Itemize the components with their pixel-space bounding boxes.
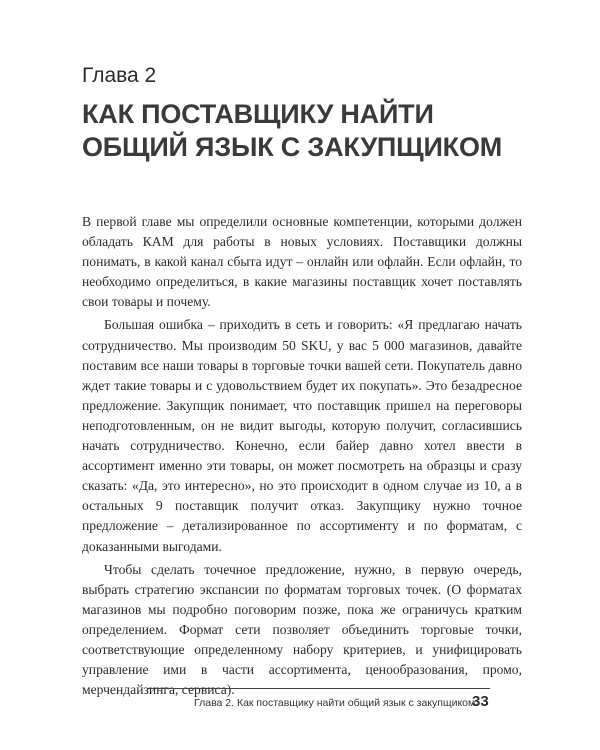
chapter-title-line-1: КАК ПОСТАВЩИКУ НАЙТИ bbox=[82, 99, 434, 129]
running-footer-title: Глава 2. Как поставщику найти общий язык с закупщиком bbox=[194, 697, 476, 709]
footer-rule bbox=[148, 688, 490, 689]
paragraph-2: Большая ошибка – приходить в сеть и говорить: «Я предлагаю начать сотрудничество. Мы производим 50 SKU, у вас 5 000 магазинов, давайте поставим все наши товары в торговые точки вашей сети. Покупатель давно ждет такие товары и с удовольствием будет их покупать». Это безадресное предложение. Закупщик понимает, что поставщик пришел на переговоры неподготовленным, он не видит выгоды, которую получит, согласившись начать сотрудничество. Конечно, если байер давно хотел ввести в ассортимент именно эти товары, он может посмотреть на образцы и сразу сказать: «Да, это интересно», но это происходит в одном случае из 10, а в остальных 9 поставщик получит отказ. Закупщику нужно точное предложение – детализированное по ассортименту и по форматам, с доказанными выгодами. bbox=[82, 317, 522, 554]
chapter-title-line-2: ОБЩИЙ ЯЗЫК С ЗАКУПЩИКОМ bbox=[82, 132, 503, 162]
page-number: 33 bbox=[472, 693, 489, 710]
chapter-title bbox=[82, 98, 522, 164]
paragraph-3: Чтобы сделать точечное предложение, нужно, в первую очередь, выбрать стратегию экспансии по форматам торговых точек. (О форматах магазинов мы подробно поговорим позже, пока же ограничусь кратким определением. Формат сети позволяет объединить торговые точки, соответствующие определенному набору критериев, и унифицировать управление ими в части ассортимента, ценообразования, промо, мерчендайзинга, сервиса). bbox=[82, 561, 522, 698]
chapter-label: Глава 2 bbox=[82, 64, 157, 87]
chapter-body bbox=[82, 212, 522, 700]
paragraph-1: В первой главе мы определили основные компетенции, которыми должен обладать КАМ для работы в новых условиях. Поставщики должны понимать, в какой канал сбыта идут – онлайн или офлайн. Если офлайн, то необходимо определиться, в какие магазины поставщик хочет поставлять свои товары и почему. bbox=[82, 214, 522, 310]
